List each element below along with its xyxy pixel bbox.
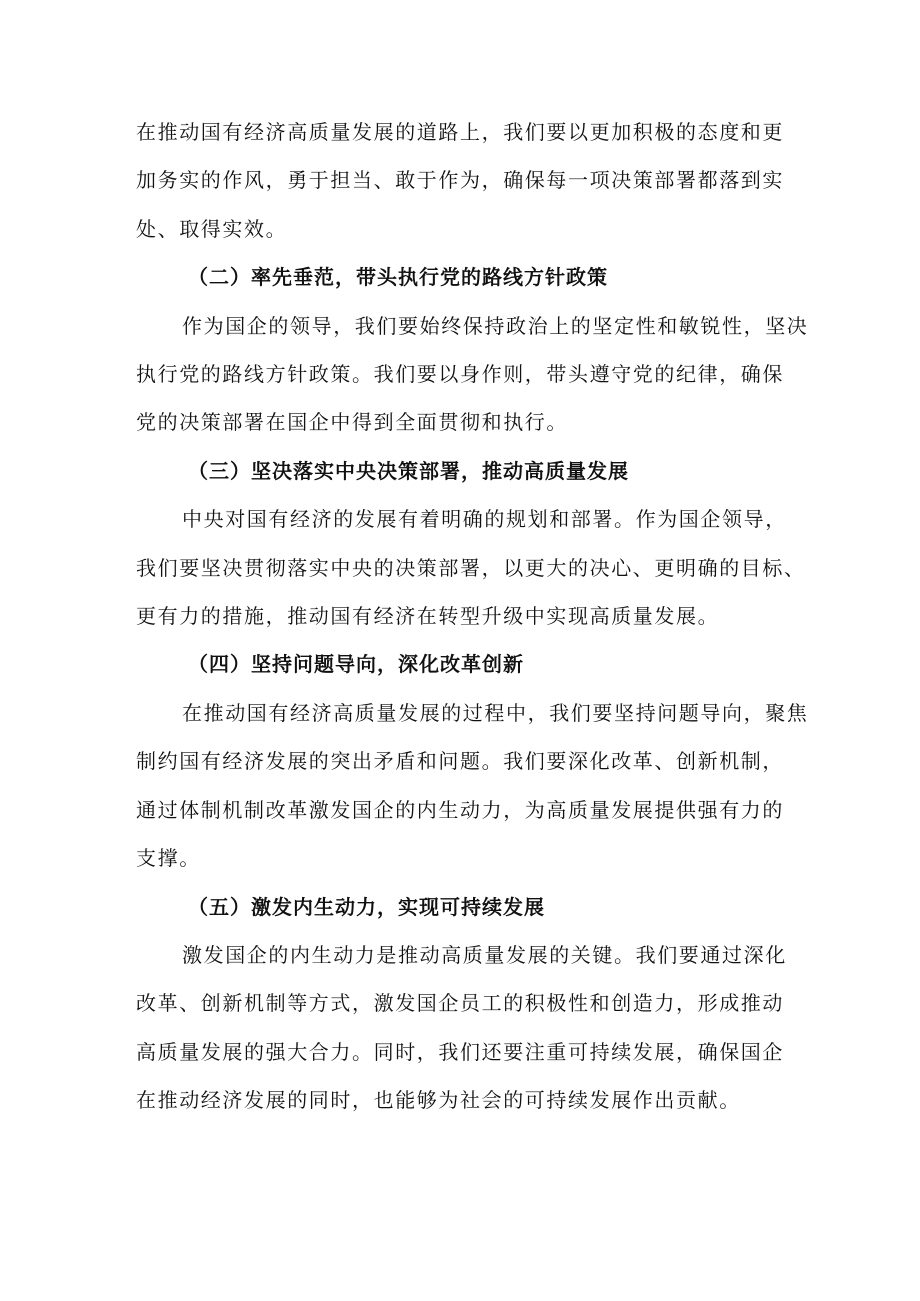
body-line: 高质量发展的强大合力。同时，我们还要注重可持续发展，确保国企 [136, 1039, 784, 1064]
body-line: 支撑。 [136, 846, 201, 871]
body-line: 中央对国有经济的发展有着明确的规划和部署。作为国企领导， [182, 507, 787, 532]
section-heading-5: （五）激发内生动力，实现可持续发展 [188, 894, 545, 919]
body-line: 激发国企的内生动力是推动高质量发展的关键。我们要通过深化 [182, 942, 787, 967]
body-line: 加务实的作风，勇于担当、敢于作为，确保每一项决策部署都落到实 [136, 168, 784, 193]
body-line: 党的决策部署在国企中得到全面贯彻和执行。 [136, 410, 568, 435]
section-heading-4: （四）坚持问题导向，深化改革创新 [188, 652, 524, 677]
body-line: 改革、创新机制等方式，激发国企员工的积极性和创造力，形成推动 [136, 991, 784, 1016]
section-heading-2: （二）率先垂范，带头执行党的路线方针政策 [188, 265, 608, 290]
body-line: 处、取得实效。 [136, 216, 288, 241]
body-line: 在推动经济发展的同时，也能够为社会的可持续发展作出贡献。 [136, 1088, 741, 1113]
body-line: 我们要坚决贯彻落实中央的决策部署，以更大的决心、更明确的目标、 [136, 555, 806, 580]
body-line: 在推动国有经济高质量发展的道路上，我们要以更加积极的态度和更 [136, 120, 784, 144]
body-line: 执行党的路线方针政策。我们要以身作则，带头遵守党的纪律，确保 [136, 362, 784, 387]
body-line: 制约国有经济发展的突出矛盾和问题。我们要深化改革、创新机制， [136, 749, 784, 774]
body-line: 在推动国有经济高质量发展的过程中，我们要坚持问题导向，聚焦 [182, 700, 809, 725]
section-heading-3: （三）坚决落实中央决策部署，推动高质量发展 [188, 458, 629, 483]
body-line: 更有力的措施，推动国有经济在转型升级中实现高质量发展。 [136, 604, 720, 629]
body-line: 通过体制机制改革激发国企的内生动力，为高质量发展提供强有力的 [136, 797, 784, 822]
body-line: 作为国企的领导，我们要始终保持政治上的坚定性和敏锐性，坚决 [182, 313, 809, 338]
